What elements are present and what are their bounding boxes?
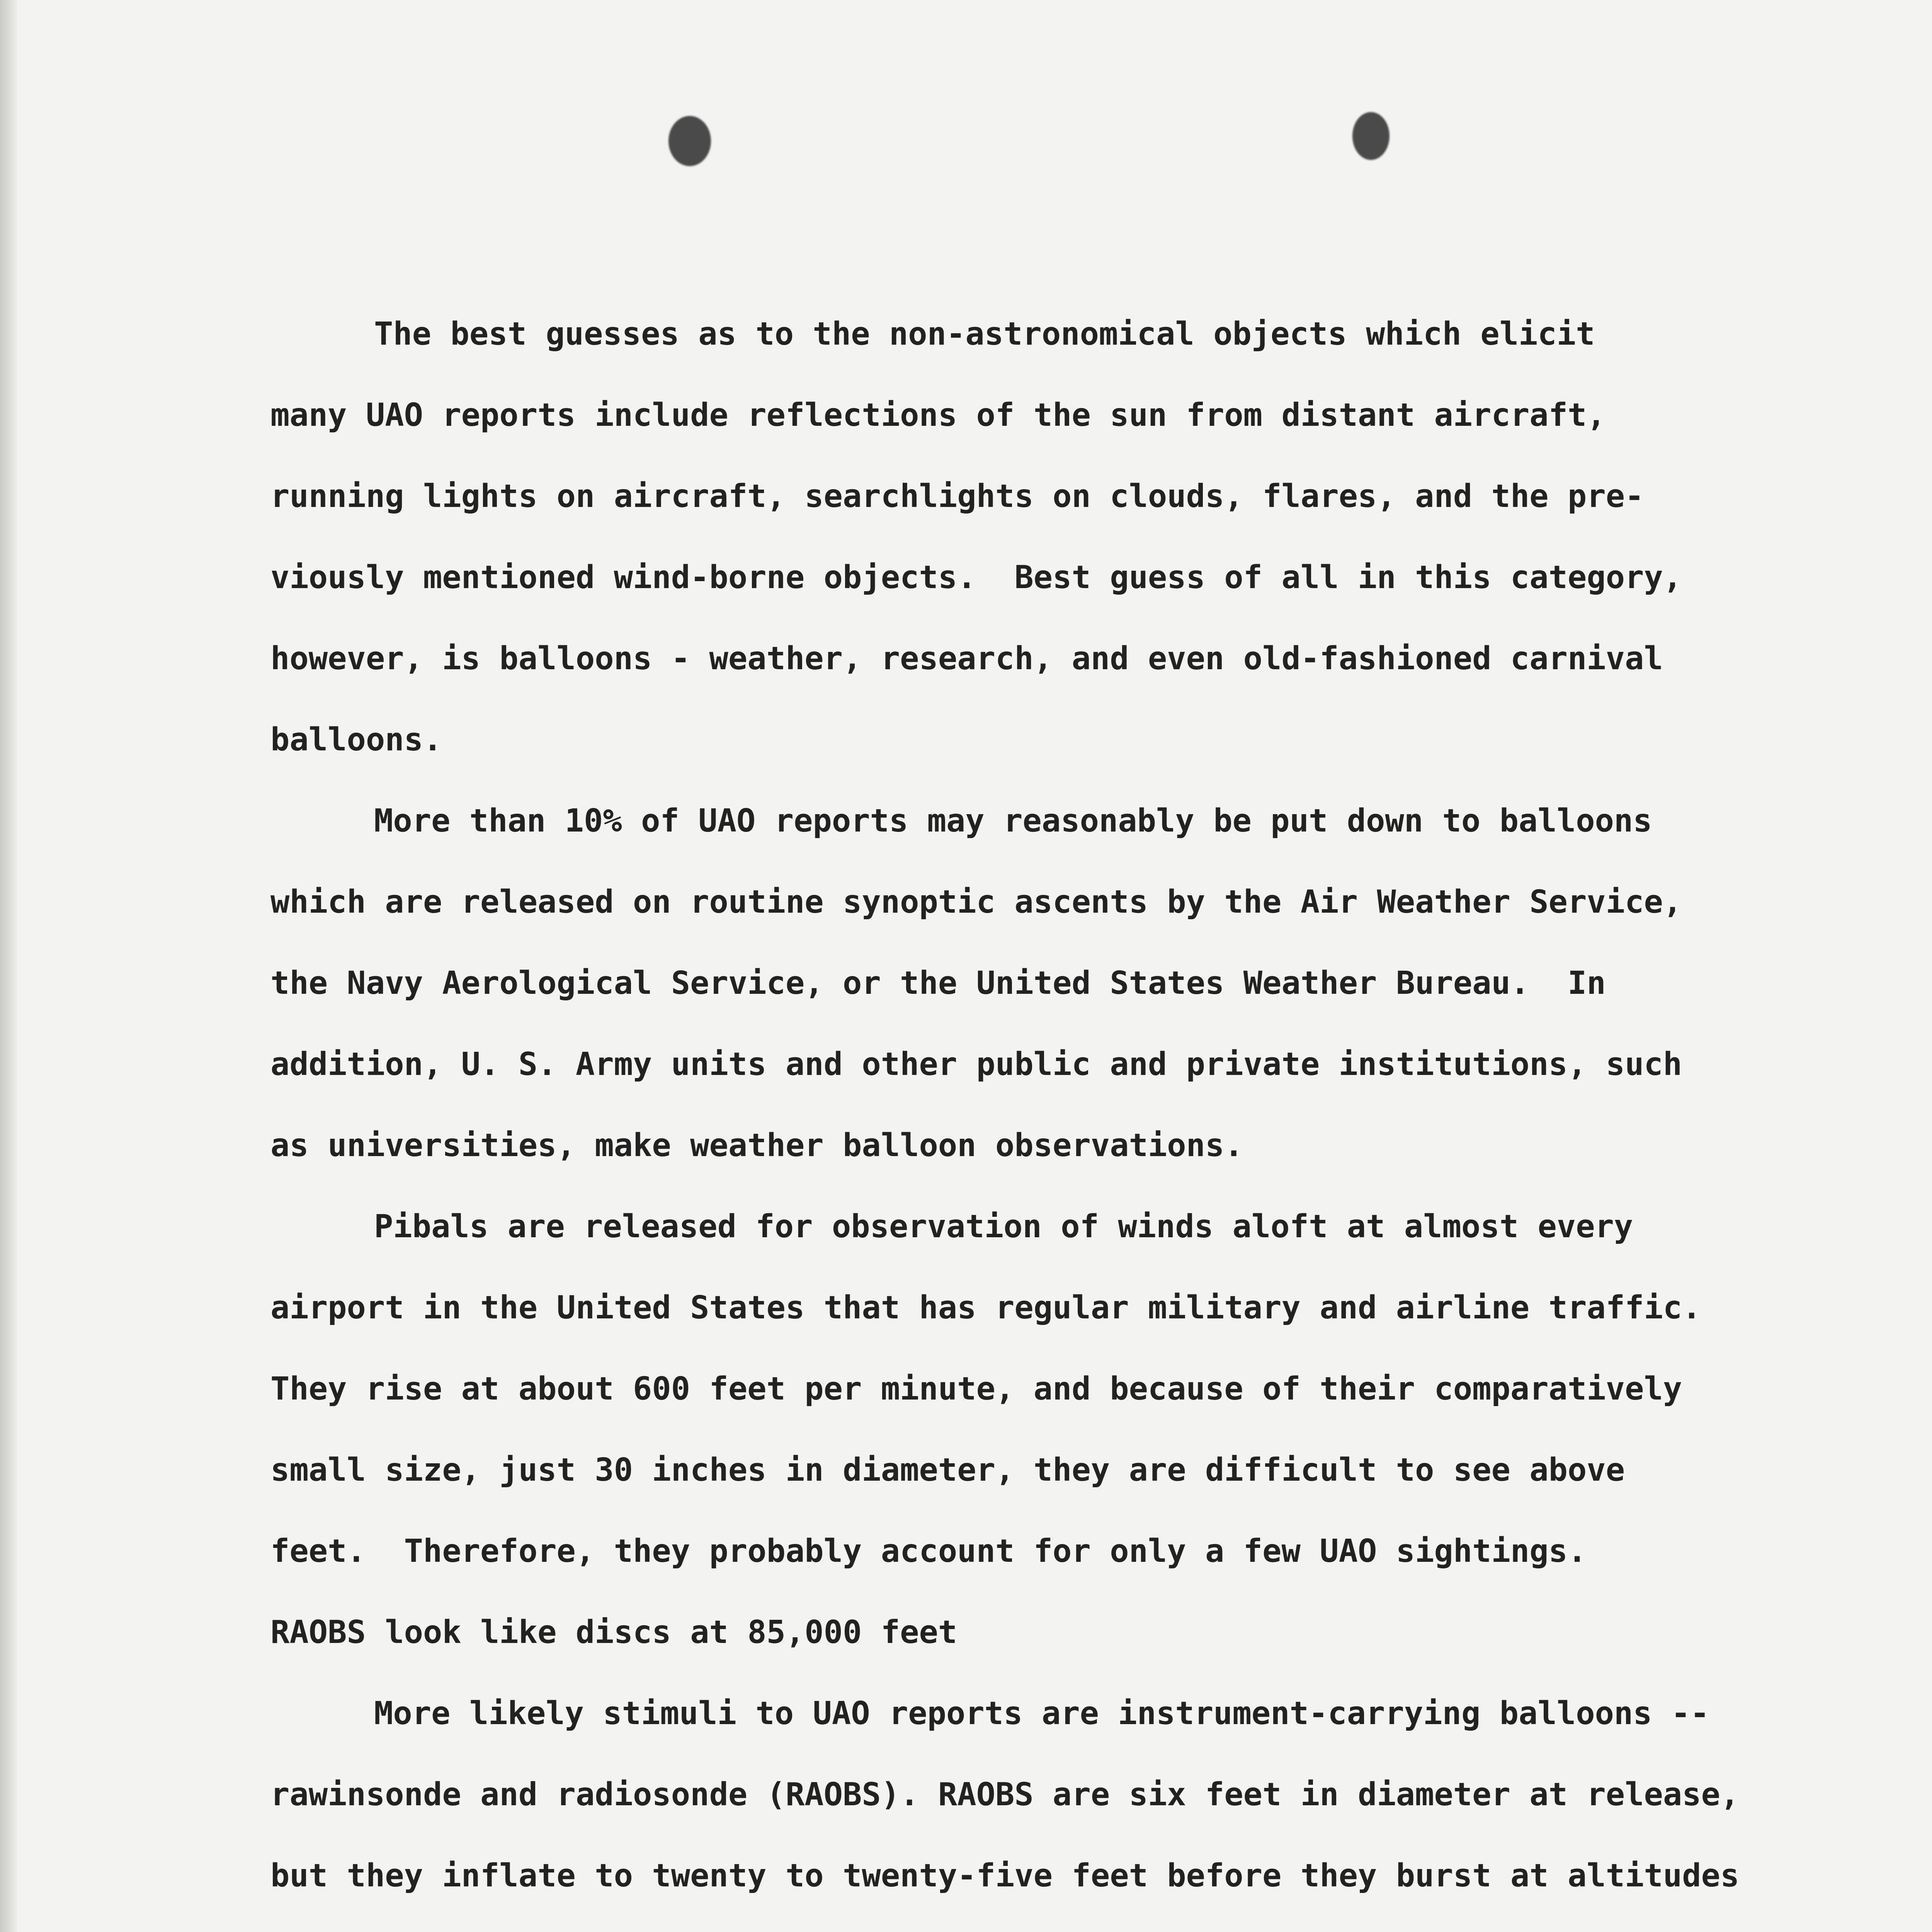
text-line: More than 10% of UAO reports may reasonably be put down to balloons <box>374 803 1652 839</box>
paragraph <box>270 1673 1886 1932</box>
punch-hole-left <box>668 116 711 166</box>
text-line: addition, U. S. Army units and other public and private institutions, such <box>270 1046 1682 1083</box>
text-line: but they inflate to twenty to twenty-five feet before they burst at altitudes <box>270 1857 1740 1894</box>
text-line: They rise at about 600 feet per minute, and because of their comparatively <box>270 1371 1682 1407</box>
text-line <box>270 1917 1886 1932</box>
text-line: small size, just 30 inches in diameter, they are difficult to see above <box>270 1452 1625 1488</box>
text-line: feet. Therefore, they probably account for only a few UAO sightings. <box>270 1533 1587 1570</box>
text-line: balloons. <box>270 721 442 758</box>
text-line: rawinsonde and radiosonde (RAOBS). RAOBS are six feet in diameter at release, <box>270 1776 1740 1813</box>
text-line: More likely stimuli to UAO reports are instrument-carrying balloons -- <box>374 1695 1709 1732</box>
text-line: The best guesses as to the non-astronomical objects which elicit <box>374 316 1595 352</box>
text-line: many UAO reports include reflections of the sun from distant aircraft, <box>270 397 1606 434</box>
text-line: Pibals are released for observation of winds aloft at almost every <box>374 1208 1633 1245</box>
text-line: airport in the United States that has regular military and airline traffic. <box>270 1289 1701 1326</box>
paragraph <box>270 781 1886 1186</box>
text-line: running lights on aircraft, searchlights on clouds, flares, and the pre- <box>270 478 1644 515</box>
punch-hole-right <box>1352 112 1389 160</box>
text-line: the Navy Aerological Service, or the United States Weather Bureau. In <box>270 965 1606 1002</box>
subheading: RAOBS look like discs at 85,000 feet <box>270 1614 957 1651</box>
text-line: viously mentioned wind-borne objects. Best guess of all in this category, <box>270 559 1682 596</box>
body-text <box>270 294 1886 1932</box>
text-line: as universities, make weather balloon observations. <box>270 1127 1243 1164</box>
paragraph <box>270 294 1886 781</box>
text-line: which are released on routine synoptic ascents by the Air Weather Service, <box>270 884 1682 920</box>
page-edge-shadow <box>0 0 17 1932</box>
paragraph <box>270 1186 1886 1673</box>
text-line: however, is balloons - weather, research, and even old-fashioned carnival <box>270 640 1663 677</box>
